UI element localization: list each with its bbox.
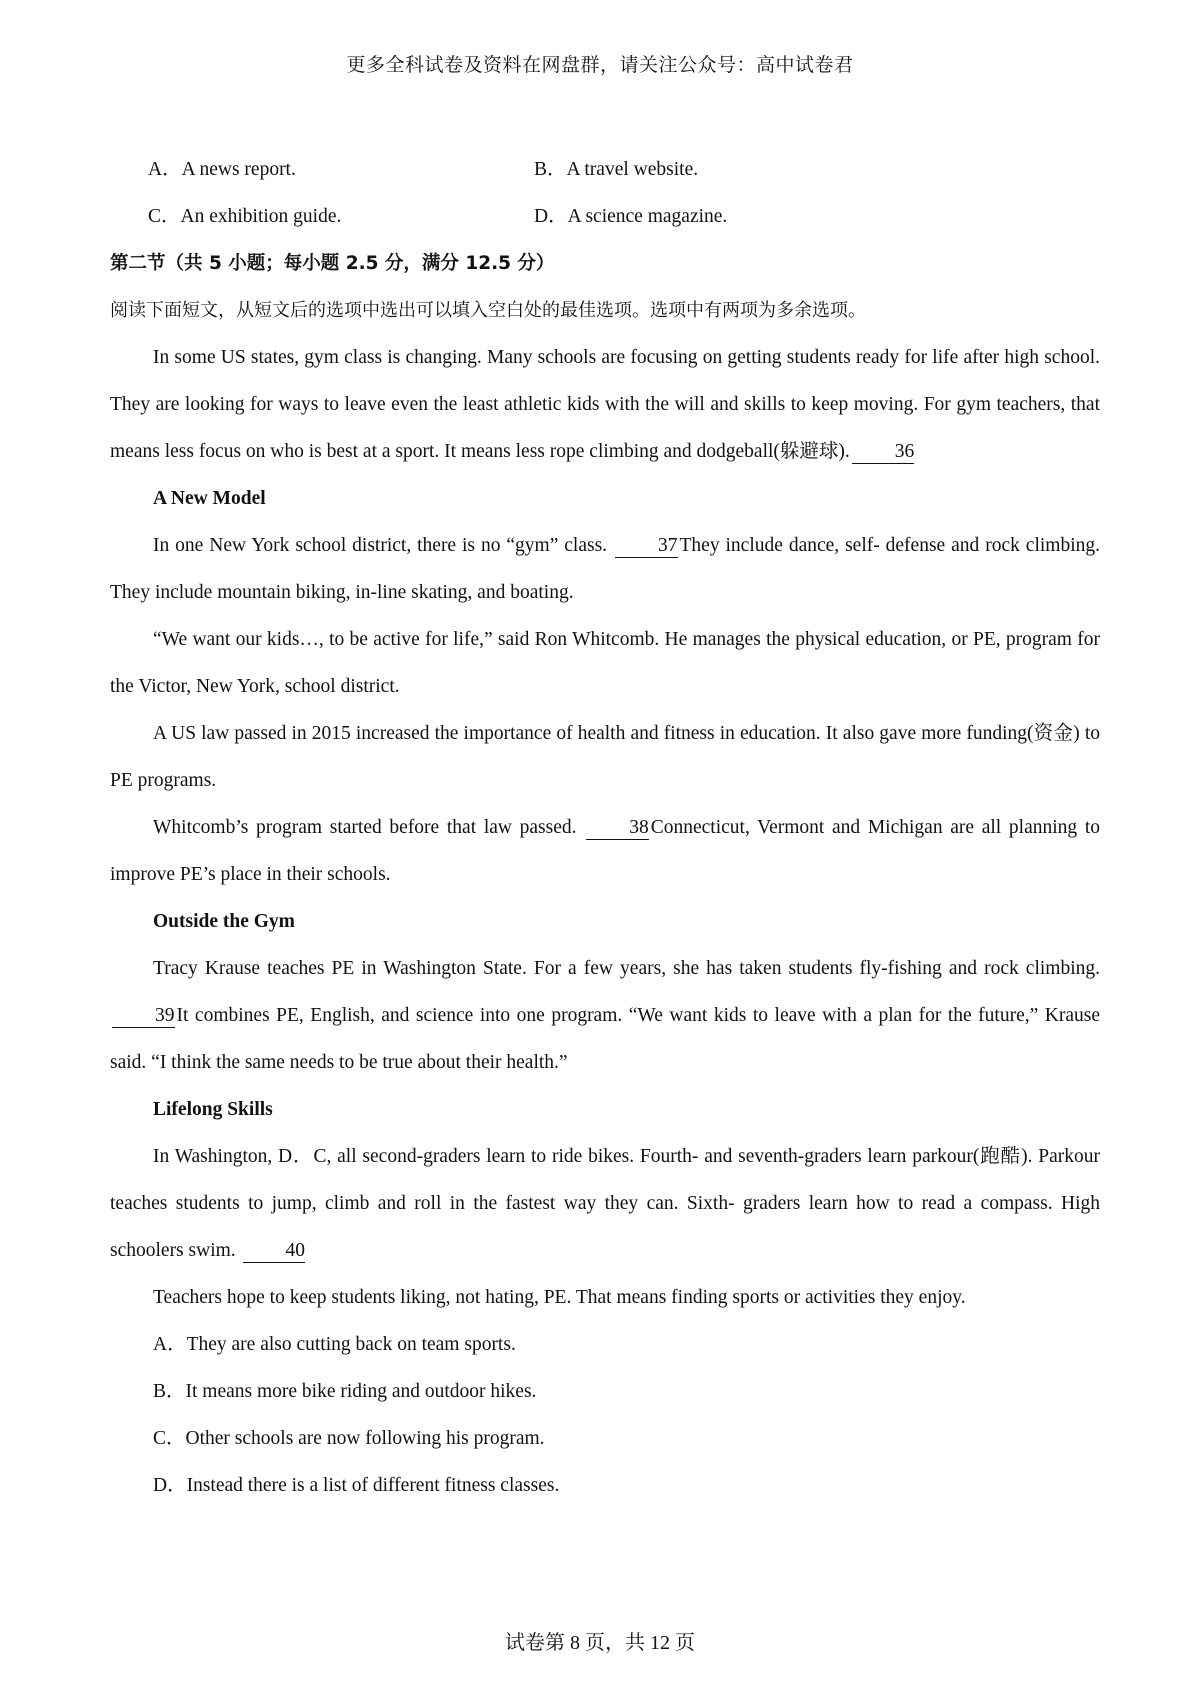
passage-paragraph-8: Teachers hope to keep students liking, not hating, PE. That means finding sports or activities they enjoy.: [153, 1287, 966, 1308]
paragraph-1-text: In some US states, gym class is changing. Many schools are focusing on getting students ready for life after high school. They are looking for ways to leave even the least athletic kids with the will and skills to keep moving. For gym teachers, that means less focus on who is best at a sport. It means less rope climbing and dodgeball(躲避球).: [110, 347, 1100, 462]
paragraph-5-text-before: Whitcomb’s program started before that law passed.: [153, 817, 577, 838]
choice-d: D．Instead there is a list of different fitness classes.: [153, 1475, 560, 1496]
passage-paragraph-7: [110, 1133, 1100, 1274]
exam-content: [110, 146, 1100, 1509]
passage-paragraph-4: A US law passed in 2015 increased the importance of health and fitness in education. It also gave more funding(资金) to PE programs.: [110, 723, 1100, 791]
paragraph-2-text-after: They include dance, self- defense and rock climbing. They include mountain biking, in-line skating, and boating.: [110, 535, 1100, 603]
blank-36: 36: [852, 441, 915, 464]
blank-40: 40: [243, 1240, 306, 1263]
page-footer: 试卷第 8 页，共 12 页: [505, 1632, 695, 1654]
blank-38: 38: [586, 817, 649, 840]
choice-a: A．They are also cutting back on team sports.: [153, 1334, 516, 1355]
section-heading: 第二节（共 5 小题；每小题 2.5 分，满分 12.5 分）: [110, 253, 555, 274]
previous-question-options-row-2: [110, 193, 1100, 240]
passage-paragraph-5: [110, 804, 1100, 898]
option-b: B．A travel website.: [534, 159, 699, 180]
choice-b: B．It means more bike riding and outdoor hikes.: [153, 1381, 537, 1402]
blank-37: 37: [615, 535, 678, 558]
option-c: C．An exhibition guide.: [148, 206, 342, 227]
passage-paragraph-6: [110, 945, 1100, 1086]
paragraph-2-text-before: In one New York school district, there is no “gym” class.: [153, 535, 608, 556]
subheading-outside-the-gym: Outside the Gym: [153, 911, 295, 932]
blank-39: 39: [112, 1005, 175, 1028]
paragraph-5-text-after: Connecticut, Vermont and Michigan are all planning to improve PE’s place in their schools.: [110, 817, 1101, 885]
option-d: D．A science magazine.: [534, 206, 728, 227]
page-header: 更多全科试卷及资料在网盘群，请关注公众号：高中试卷君: [346, 55, 854, 76]
paragraph-6-text-before: Tracy Krause teaches PE in Washington State. For a few years, she has taken students fly-fishing and rock climbing.: [153, 958, 1100, 979]
choice-c: C．Other schools are now following his program.: [153, 1428, 545, 1449]
subheading-lifelong-skills: Lifelong Skills: [153, 1099, 273, 1120]
paragraph-7-text: In Washington, D．C, all second-graders learn to ride bikes. Fourth- and seventh-graders learn parkour(跑酷). Parkour teaches students to jump, climb and roll in the fastest way they can. Sixth- graders learn how to read a compass. High schoolers swim.: [110, 1146, 1100, 1261]
previous-question-options-row-1: [110, 146, 1100, 193]
paragraph-6-text-after: It combines PE, English, and science into one program. “We want kids to leave with a plan for the future,” Krause said. “I think the same needs to be true about their health.”: [110, 1005, 1100, 1073]
passage-paragraph-2: [110, 522, 1100, 616]
subheading-a-new-model: A New Model: [153, 488, 266, 509]
option-a: A．A news report.: [148, 159, 296, 180]
passage-paragraph-3: “We want our kids…, to be active for life,” said Ron Whitcomb. He manages the physical education, or PE, program for the Victor, New York, school district.: [110, 629, 1100, 697]
section-instruction: 阅读下面短文，从短文后的选项中选出可以填入空白处的最佳选项。选项中有两项为多余选项。: [110, 300, 866, 321]
passage-paragraph-1: [110, 334, 1100, 475]
